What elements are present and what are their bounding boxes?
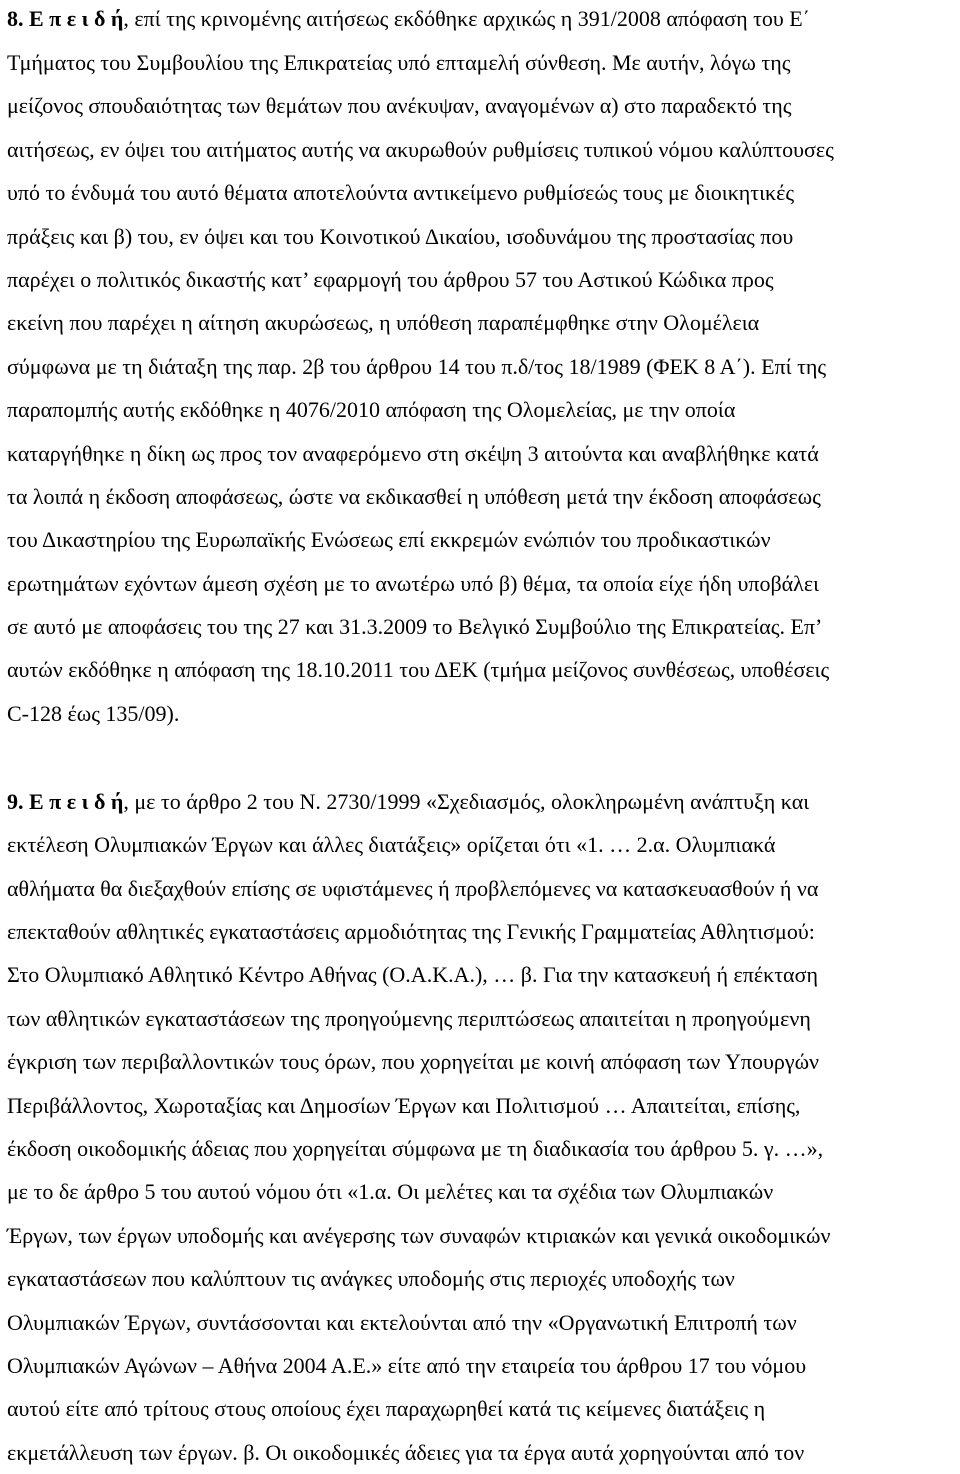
paragraph-8-line: πράξεις και β) του, εν όψει και του Κοινοτικού Δικαίου, ισοδυνάμου της προστασίας που: [7, 223, 794, 249]
paragraph-keyword: Ε π ε ι δ ή: [29, 6, 124, 31]
paragraph-9: [7, 780, 957, 1474]
paragraph-9-line: εκτέλεση Ολυμπιακών Έργων και άλλες διατάξεις» ορίζεται ότι «1. … 2.α. Ολυμπιακά: [7, 832, 776, 858]
document-page: [7, 0, 957, 1474]
paragraph-8-line: εκείνη που παρέχει η αίτηση ακυρώσεως, η υπόθεση παραπέμφθηκε στην Ολομέλεια: [7, 310, 760, 336]
paragraph-9-line: Έργων, των έργων υποδομής και ανέγερσης των συναφών κτιριακών και γενικά οικοδομικών: [7, 1222, 831, 1248]
paragraph-9-line: εγκαταστάσεων που καλύπτουν τις ανάγκες υποδομής στις περιοχές υποδοχής των: [7, 1266, 735, 1292]
paragraph-8-line: καταργήθηκε η δίκη ως προς τον αναφερόμενο στη σκέψη 3 αιτούντα και αναβλήθηκε κατά: [7, 440, 819, 466]
paragraph-keyword: Ε π ε ι δ ή: [29, 788, 124, 814]
paragraph-9-line: των αθλητικών εγκαταστάσεων της προηγούμενης περιπτώσεως απαιτείται η προηγούμενη: [7, 1005, 811, 1031]
paragraph-8-line-1: [7, 0, 957, 41]
paragraph-number: 9.: [7, 788, 24, 814]
paragraph-8-line: υπό το ένδυμά του αυτό θέματα αποτελούντα αντικείμενο ρυθμίσεώς τους με διοικητικές: [7, 180, 795, 206]
paragraph-8-line: C-128 έως 135/09).: [7, 700, 180, 726]
paragraph-8-line: παρέχει ο πολιτικός δικαστής κατ’ εφαρμογή του άρθρου 57 του Αστικού Κώδικα προς: [7, 266, 774, 292]
paragraph-8-line: παραπομπής αυτής εκδόθηκε η 4076/2010 απόφαση της Ολομελείας, με την οποία: [7, 397, 736, 423]
paragraph-9-line: επεκταθούν αθλητικές εγκαταστάσεις αρμοδιότητας της Γενικής Γραμματείας Αθλητισμού:: [7, 919, 815, 945]
paragraph-8-line: Τμήματος του Συμβουλίου της Επικρατείας υπό επταμελή σύνθεση. Με αυτήν, λόγω της: [7, 50, 791, 75]
paragraph-8-line: του Δικαστηρίου της Ευρωπαϊκής Ενώσεως επί εκκρεμών ενώπιόν του προδικαστικών: [7, 527, 771, 553]
paragraph-9-line: Ολυμπιακών Έργων, συντάσσονται και εκτελούνται από την «Οργανωτική Επιτροπή των: [7, 1309, 797, 1335]
paragraph-text: , επί της κρινομένης αιτήσεως εκδόθηκε αρχικώς η 391/2008 απόφαση του Ε΄: [123, 6, 811, 31]
paragraph-9-line: αθλήματα θα διεξαχθούν επίσης σε υφιστάμενες ή προβλεπόμενες να κατασκευασθούν ή να: [7, 875, 819, 901]
paragraph-8-line: σύμφωνα με τη διάταξη της παρ. 2β του άρθρου 14 του π.δ/τος 18/1989 (ΦΕΚ 8 Α΄). Επί της: [7, 353, 827, 379]
paragraph-8-line: μείζονος σπουδαιότητας των θεμάτων που ανέκυψαν, αναγομένων α) στο παραδεκτό της: [7, 93, 792, 119]
paragraph-9-line-1: [7, 780, 957, 823]
paragraph-spacer: [7, 735, 957, 780]
paragraph-9-line: εκμετάλλευση των έργων. β. Οι οικοδομικές άδειες για τα έργα αυτά χορηγούνται από τον: [7, 1439, 805, 1465]
paragraph-8-line: αιτήσεως, εν όψει του αιτήματος αυτής να ακυρωθούν ρυθμίσεις τυπικού νόμου καλύπτουσες: [7, 136, 834, 162]
paragraph-9-line: έκδοση οικοδομικής άδειας που χορηγείται σύμφωνα με τη διαδικασία του άρθρου 5. γ. …»,: [7, 1135, 824, 1161]
paragraph-9-line: Περιβάλλοντος, Χωροταξίας και Δημοσίων Έργων και Πολιτισμού … Απαιτείται, επίσης,: [7, 1092, 801, 1118]
paragraph-9-line: με το δε άρθρο 5 του αυτού νόμου ότι «1.α. Οι μελέτες και τα σχέδια των Ολυμπιακών: [7, 1179, 774, 1205]
paragraph-text: , με το άρθρο 2 του Ν. 2730/1999 «Σχεδιασμός, ολοκληρωμένη ανάπτυξη και: [123, 788, 810, 814]
paragraph-9-line: Στο Ολυμπιακό Αθλητικό Κέντρο Αθήνας (Ο.Α.Κ.Α.), … β. Για την κατασκευή ή επέκταση: [7, 962, 818, 988]
paragraph-9-line: αυτού είτε από τρίτους στους οποίους έχει παραχωρηθεί κατά τις κείμενες διατάξεις η: [7, 1396, 766, 1422]
paragraph-8-line: αυτών εκδόθηκε η απόφαση της 18.10.2011 του ΔΕΚ (τμήμα μείζονος συνθέσεως, υποθέσεις: [7, 657, 830, 683]
paragraph-8-line: σε αυτό με αποφάσεις του της 27 και 31.3.2009 το Βελγικό Συμβούλιο της Επικρατείας. Επ’: [7, 614, 823, 640]
paragraph-8-line: ερωτημάτων εχόντων άμεση σχέση με το ανωτέρω υπό β) θέμα, τα οποία είχε ήδη υποβάλει: [7, 570, 820, 596]
paragraph-8-line: τα λοιπά η έκδοση αποφάσεως, ώστε να εκδικασθεί η υπόθεση μετά την έκδοση αποφάσεως: [7, 483, 821, 509]
paragraph-9-line: Ολυμπιακών Αγώνων – Αθήνα 2004 Α.Ε.» είτε από την εταιρεία του άρθρου 17 του νόμου: [7, 1352, 807, 1378]
paragraph-9-line: έγκριση των περιβαλλοντικών τους όρων, που χορηγείται με κοινή απόφαση των Υπουργών: [7, 1049, 820, 1075]
paragraph-8: [7, 0, 957, 735]
paragraph-number: 8.: [7, 6, 24, 31]
